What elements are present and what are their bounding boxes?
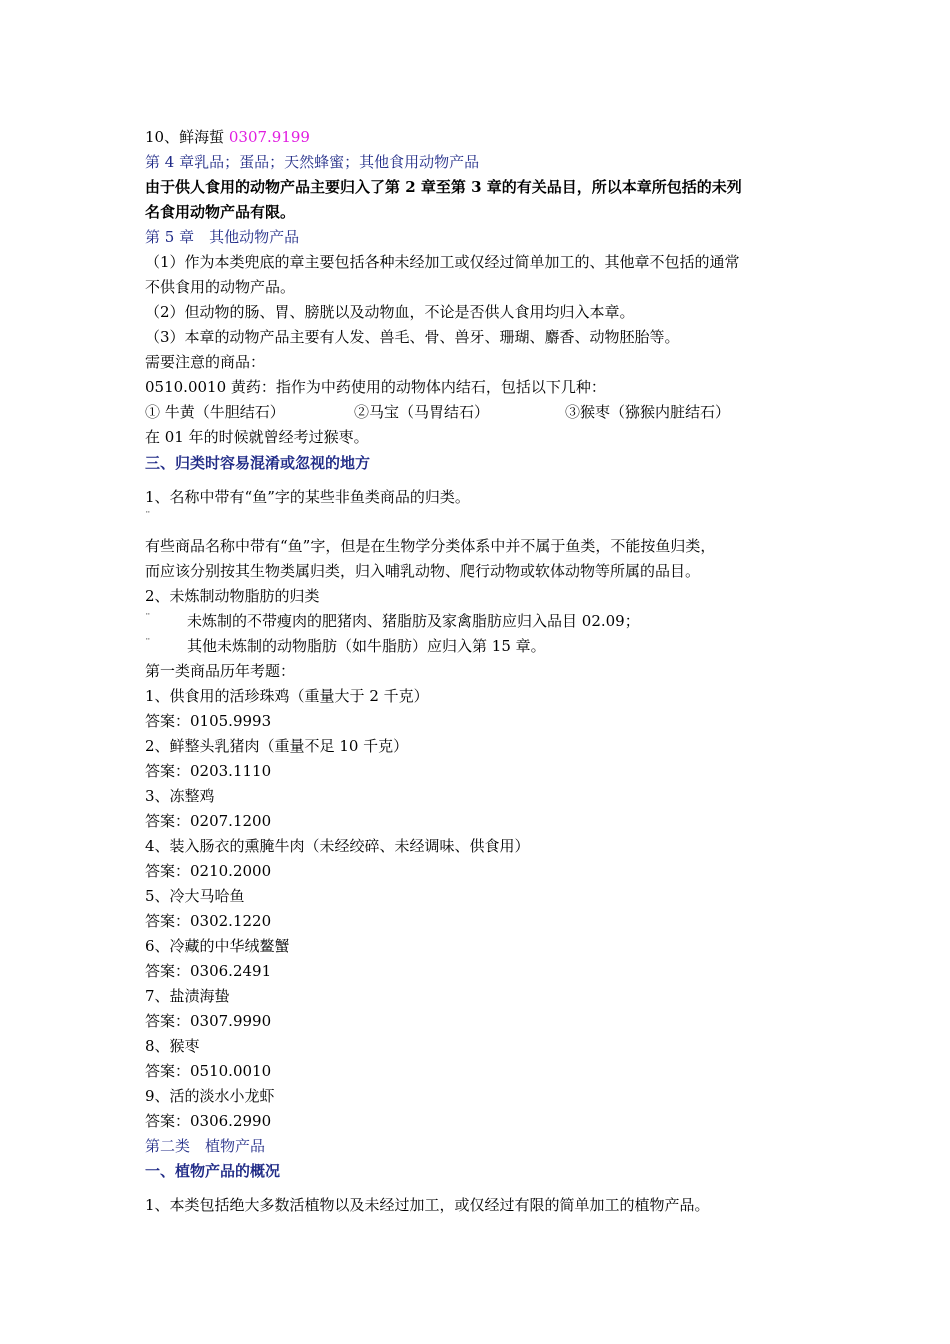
chapter-4-note-line-2: 名食用动物产品有限。: [145, 203, 296, 221]
question-7: 7、盐渍海蛰: [145, 987, 230, 1005]
chapter-4-title: 第 4 章乳品；蛋品；天然蜂蜜；其他食用动物产品: [145, 153, 480, 171]
question-3: 3、冻整鸡: [145, 787, 215, 805]
question-8: 8、猴枣: [145, 1037, 200, 1055]
fat-item-heading: 2、未炼制动物脂肪的归类: [145, 587, 320, 605]
answer-8: 答案：0510.0010: [145, 1062, 272, 1080]
section-1-heading: 一、植物产品的概况: [145, 1162, 281, 1180]
question-2: 2、鲜整头乳猪肉（重量不足 10 千克）: [145, 737, 409, 755]
section-3-heading: 三、归类时容易混淆或忽视的地方: [145, 454, 371, 472]
fat-rule-1: 未炼制的不带瘦肉的肥猪肉、猪脂肪及家禽脂肪应归入品目 02.09；: [187, 612, 640, 630]
chapter-5-point-1a: （1）作为本类兜底的章主要包括各种未经加工或仅经过简单加工的、其他章不包括的通常: [145, 253, 740, 271]
question-4: 4、装入肠衣的熏腌牛肉（未经绞碎、未经调味、供食用）: [145, 837, 530, 855]
stone-item-1: ① 牛黄（牛胆结石）: [145, 403, 285, 421]
answer-6: 答案：0306.2491: [145, 962, 272, 980]
chapter-4-note-line-1: 由于供人食用的动物产品主要归入了第 2 章至第 3 章的有关品目，所以本章所包括的未列: [145, 178, 742, 196]
answer-3: 答案：0207.1200: [145, 812, 272, 830]
fat-rule-2: 其他未炼制的动物脂肪（如牛脂肪）应归入第 15 章。: [187, 637, 546, 655]
item-10-text: 10、鲜海蜇: [145, 128, 229, 146]
attention-heading: 需要注意的商品：: [145, 353, 266, 371]
question-6: 6、冷藏的中华绒鳌蟹: [145, 937, 290, 955]
fish-paragraph-line-2: 而应该分别按其生物类属归类，归入哺乳动物、爬行动物或软体动物等所属的品目。: [145, 562, 701, 580]
fish-item-heading: 1、名称中带有“鱼”字的某些非鱼类商品的归类。: [145, 488, 470, 506]
bullet-mark-2: ¨: [145, 612, 151, 625]
chapter-5-title: 第 5 章 其他动物产品: [145, 228, 300, 246]
answer-5: 答案：0302.1220: [145, 912, 272, 930]
class-2-point-1: 1、本类包括绝大多数活植物以及未经过加工，或仅经过有限的简单加工的植物产品。: [145, 1196, 710, 1214]
answer-1: 答案：0105.9993: [145, 712, 272, 730]
question-1: 1、供食用的活珍珠鸡（重量大于 2 千克）: [145, 687, 429, 705]
chapter-5-point-2: （2）但动物的肠、胃、膀胱以及动物血，不论是否供人食用均归入本章。: [145, 303, 635, 321]
question-5: 5、冷大马哈鱼: [145, 887, 245, 905]
item-10-line: [145, 126, 310, 148]
chapter-5-point-1b: 不供食用的动物产品。: [145, 278, 296, 296]
stone-item-2: ②马宝（马胃结石）: [354, 403, 490, 421]
answer-7: 答案：0307.9990: [145, 1012, 272, 1030]
answer-9: 答案：0306.2990: [145, 1112, 272, 1130]
answer-2: 答案：0203.1110: [145, 762, 272, 780]
bullet-mark-3: ¨: [145, 637, 151, 650]
chapter-5-point-3: （3）本章的动物产品主要有人发、兽毛、骨、兽牙、珊瑚、麝香、动物胚胎等。: [145, 328, 680, 346]
class-2-title: 第二类 植物产品: [145, 1137, 266, 1155]
fish-paragraph-line-1: 有些商品名称中带有“鱼”字，但是在生物学分类体系中并不属于鱼类，不能按鱼归类，: [145, 537, 716, 555]
huangyao-definition: 0510.0010 黄药：指作为中药使用的动物体内结石，包括以下几种：: [145, 378, 606, 396]
past-exam-heading: 第一类商品历年考题：: [145, 662, 296, 680]
question-9: 9、活的淡水小龙虾: [145, 1087, 275, 1105]
bullet-mark-1: ¨: [145, 510, 151, 523]
stone-item-3: ③猴枣（猕猴内脏结石）: [565, 403, 731, 421]
answer-4: 答案：0210.2000: [145, 862, 272, 880]
exam-note-2001: 在 01 年的时候就曾经考过猴枣。: [145, 428, 369, 446]
item-10-code: 0307.9199: [228, 128, 310, 146]
